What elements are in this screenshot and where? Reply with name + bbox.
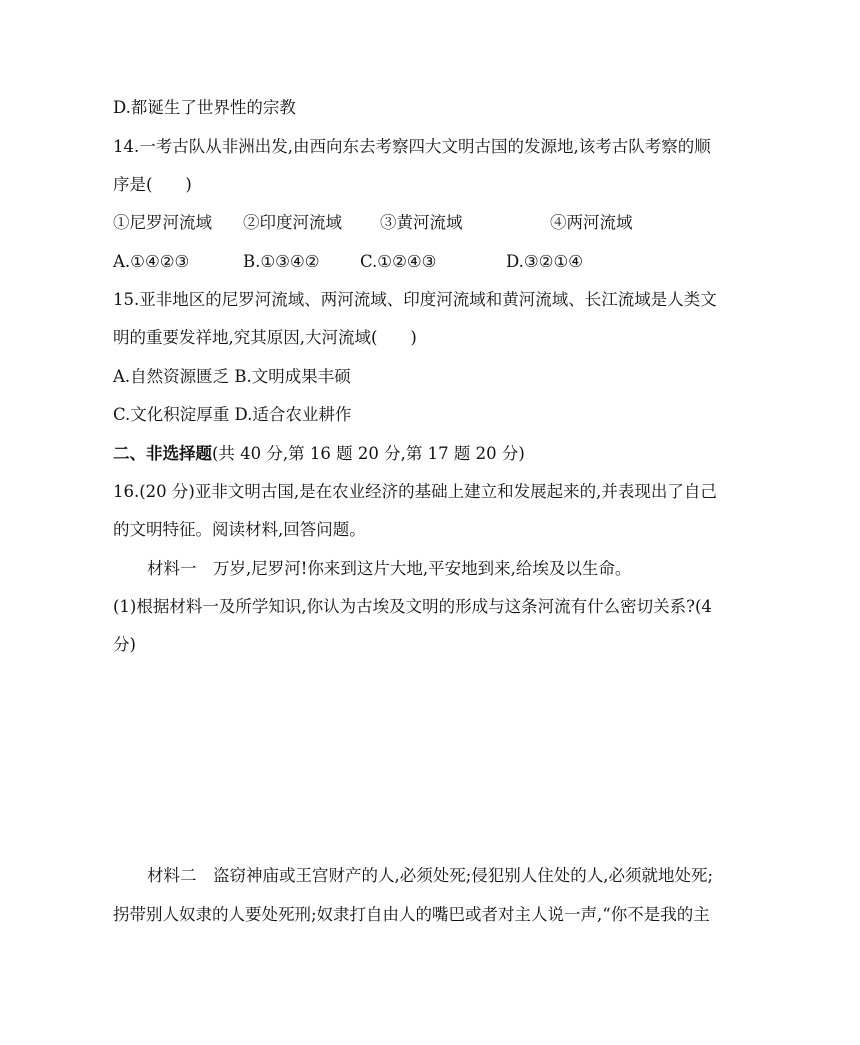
q14-item-1: ①尼罗河流域 [113, 213, 212, 232]
q16-material2-line1: 材料二 盗窃神庙或王宫财产的人,必须处死;侵犯别人住处的人,必须就地处死; [147, 866, 714, 885]
q14-choice-c: C.①②④③ [360, 252, 437, 271]
q14-item-2: ②印度河流域 [243, 213, 342, 232]
q14-item-4: ④两河流域 [550, 213, 633, 232]
q15-choices-line2: C.文化积淀厚重 D.适合农业耕作 [113, 405, 352, 424]
q13-option-d: D.都诞生了世界性的宗教 [113, 98, 296, 117]
q16-sub1-line2: 分) [113, 635, 136, 654]
section2-title: 二、非选择题 [113, 444, 212, 463]
q14-stem-line1: 14.一考古队从非洲出发,由西向东去考察四大文明古国的发源地,该考古队考察的顺 [113, 137, 711, 156]
q16-sub1-line1: (1)根据材料一及所学知识,你认为古埃及文明的形成与这条河流有什么密切关系?(4 [113, 597, 712, 616]
q16-material1: 材料一 万岁,尼罗河!你来到这片大地,平安地到来,给埃及以生命。 [147, 559, 632, 578]
q14-item-3: ③黄河流域 [380, 213, 463, 232]
q16-material2-line2: 拐带别人奴隶的人要处死刑;奴隶打自由人的嘴巴或者对主人说一声,“你不是我的主 [113, 905, 710, 924]
section2-note: (共 40 分,第 16 题 20 分,第 17 题 20 分) [212, 444, 525, 463]
q16-stem-line2: 的文明特征。阅读材料,回答问题。 [113, 520, 366, 539]
q14-choice-d: D.③②①④ [506, 252, 584, 271]
q16-stem-line1: 16.(20 分)亚非文明古国,是在农业经济的基础上建立和发展起来的,并表现出了自己 [113, 482, 717, 501]
q14-stem-line2: 序是( ) [113, 175, 192, 194]
q15-stem-line1: 15.亚非地区的尼罗河流域、两河流域、印度河流域和黄河流域、长江流域是人类文 [113, 290, 717, 309]
section2-heading [113, 443, 525, 465]
q15-stem-line2: 明的重要发祥地,究其原因,大河流域( ) [113, 328, 417, 347]
q14-choice-a: A.①④②③ [113, 252, 190, 271]
q15-choices-line1: A.自然资源匮乏 B.文明成果丰硕 [113, 367, 351, 386]
q14-choice-b: B.①③④② [243, 252, 320, 271]
